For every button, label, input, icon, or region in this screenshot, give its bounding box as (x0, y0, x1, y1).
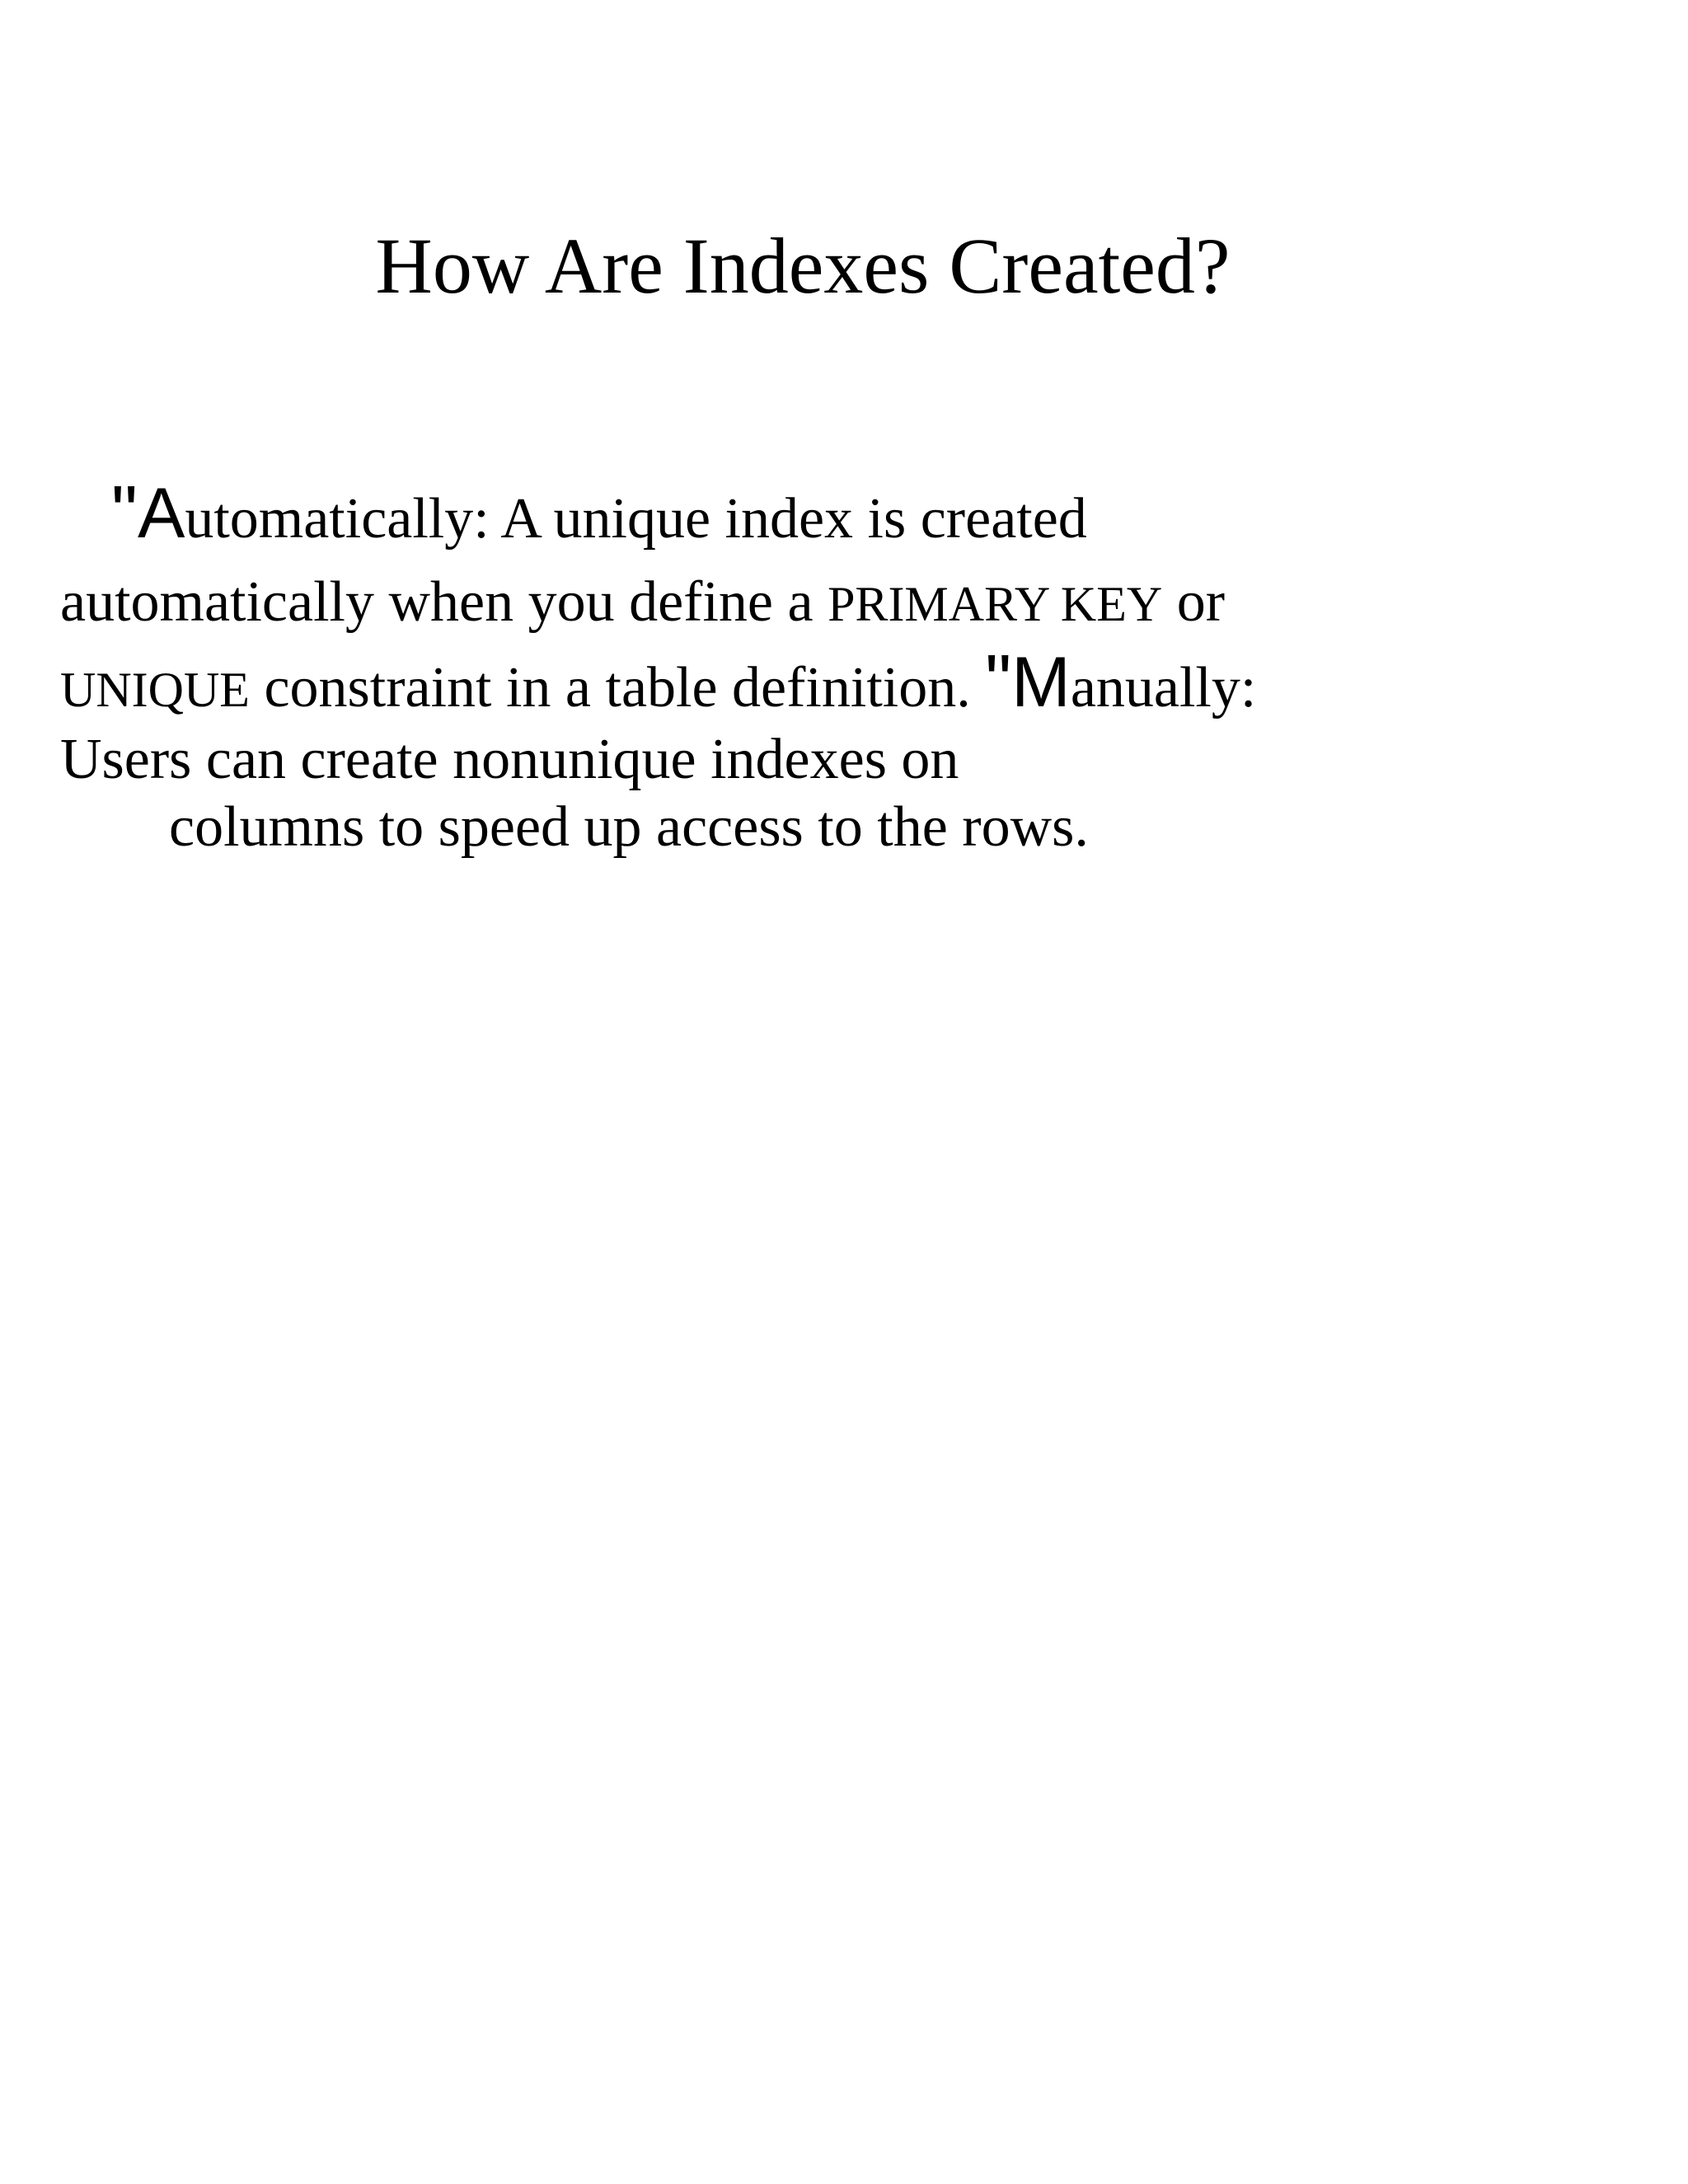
automatic-initial: A (137, 474, 185, 553)
manual-line-2: columns to speed up access to the rows. (169, 795, 1089, 859)
manual-label: anually: (1070, 656, 1257, 719)
manual-line-1: Users can create nonunique indexes on (60, 728, 959, 791)
slide-title: How Are Indexes Created? (375, 222, 1231, 310)
automatic-line-2 (60, 568, 1225, 639)
bullet-mark-2: " (985, 640, 1012, 723)
automatic-text-1: A unique index is created (489, 487, 1087, 551)
automatic-text-2b: or (1162, 570, 1226, 634)
manual-initial: M (1011, 643, 1071, 722)
primary-key-keyword: PRIMARY KEY (828, 577, 1163, 631)
automatic-line-3 (60, 640, 1257, 724)
automatic-text-2: automatically when you define a (60, 570, 828, 634)
unique-keyword: UNIQUE (60, 663, 250, 717)
automatic-text-3: constraint in a table definition. (249, 656, 986, 719)
automatic-label: utomatically: (185, 487, 490, 551)
bullet-mark: " (111, 471, 138, 554)
automatic-line-1 (111, 471, 1087, 554)
